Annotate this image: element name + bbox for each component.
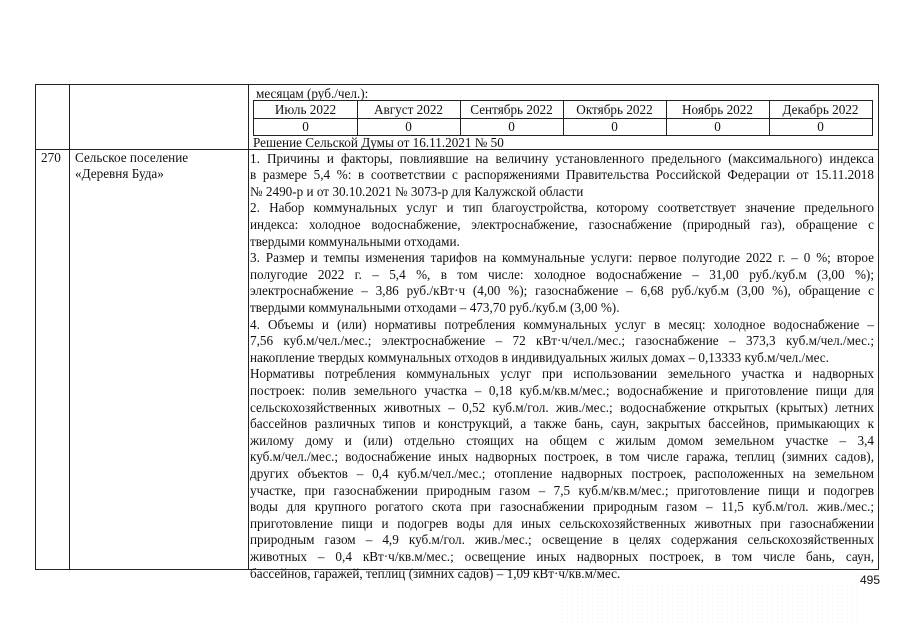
description-line: № 2490-р и от 30.10.2021 № 3073-р для Калужской области [250, 183, 584, 199]
description-line: природным газом – 4,9 куб.м/гол. жив./мес.; освещение в целях содержания сельскохозяйственных [250, 532, 874, 548]
month-label: Август 2022 [373, 102, 444, 117]
description-line: бассейнов различных типов и конструкций, а также бань, саун, закрытых бассейнов, примыкающих к [250, 416, 874, 432]
months-table [253, 100, 873, 136]
description-line: 7,56 куб.м/чел./мес.; электроснабжение – 72 кВт·ч/чел./мес.; газоснабжение – 373,3 куб.м/чел./мес.; [250, 333, 874, 349]
month-value: 0 [817, 119, 824, 134]
month-value: 0 [611, 119, 618, 134]
description-line: 4. Объемы и (или) нормативы потребления коммунальных услуг в месяц: холодное водоснабжение – [250, 316, 874, 332]
description-line: других объектов – 0,4 куб.м/чел./мес.; отопление надворных построек, расположенных на земельном [250, 465, 874, 481]
description-line: воды для крупного рогатого скота при газоснабжении природным газом – 11,5 куб.м/гол. жив./мес.; [250, 499, 874, 515]
description-line: приготовление пищи и подогрев воды для иных сельскохозяйственных животных при газоснабжении [250, 515, 874, 531]
column-divider [69, 85, 70, 569]
description-line: электроснабжение – 3,86 руб./кВт·ч (4,00 %); газоснабжение – 6,68 руб./куб.м (3,00 %), обращение с [250, 283, 874, 299]
description-line: накопление твердых коммунальных отходов в индивидуальных жилых домах – 0,13333 куб.м/чел./мес. [250, 349, 829, 365]
description-line: построек: полив земельного участка – 0,18 куб.м/кв.м/мес.; водоснабжение и приготовление пищи для [250, 382, 874, 398]
settlement-name-line: Сельское поселение [75, 150, 189, 165]
month-label: Сентябрь 2022 [470, 102, 553, 117]
settlement-name-line: «Деревня Буда» [75, 166, 164, 181]
description-line: индекса: холодное водоснабжение, электроснабжение, газоснабжение (природный газ), обращение с [250, 216, 874, 232]
column-divider [248, 85, 249, 569]
months-header: месяцам (руб./чел.): [256, 86, 369, 101]
description-line: 2. Набор коммунальных услуг и тип благоустройства, которому соответствует значение предельного [250, 200, 874, 216]
description-line: жилому дому и (или) отдельно стоящих на общем с жилым домом земельном участке – 3,4 [250, 432, 874, 448]
month-value: 0 [508, 119, 515, 134]
description-line: 3. Размер и темпы изменения тарифов на коммунальные услуги: первое полугодие 2022 г. – 0 %; второе [250, 250, 874, 266]
description-line: твердыми коммунальными отходами. [250, 233, 460, 249]
decision-reference: Решение Сельской Думы от 16.11.2021 № 50 [253, 135, 504, 150]
month-label: Ноябрь 2022 [682, 102, 753, 117]
month-label: Июль 2022 [274, 102, 337, 117]
month-value: 0 [405, 119, 412, 134]
description-line: Нормативы потребления коммунальных услуг при использовании земельного участка и надворных [250, 366, 874, 382]
description-line: животных – 0,4 кВт·ч/кв.м/мес.; освещение иных надворных построек, в том числе бань, саун, [250, 548, 874, 564]
description-line: участке, при газоснабжении природным газом – 7,5 куб.м/кв.м/мес.; приготовление пищи и подогрев [250, 482, 874, 498]
description-line: в размере 5,4 %: в соответствии с распоряжениями Правительства Российской Федерации от 15.11.2018 [250, 167, 874, 183]
month-label: Декабрь 2022 [782, 102, 859, 117]
description-line: полугодие 2022 г. – 5,4 %, в том числе: холодное водоснабжение – 31,00 руб./куб.м (3,00 %); [250, 266, 874, 282]
month-value: 0 [302, 119, 309, 134]
description-line: куб.м/чел./мес.; водоснабжение иных надворных построек, в том числе гаража, теплиц (зимних садов), [250, 449, 874, 465]
description-line: твердыми коммунальными отходами – 473,70 руб./куб.м (3,00 %). [250, 299, 620, 315]
page-number: 495 [860, 573, 881, 587]
row-number: 270 [41, 150, 61, 165]
scan-noise [560, 584, 860, 624]
description-line: сельскохозяйственных животных – 0,52 куб.м/гол. жив./мес.; водоснабжение открытых (крытых) летних [250, 399, 874, 415]
month-value: 0 [714, 119, 721, 134]
description-line: бассейнов, гаражей, теплиц (зимних садов) – 1,09 кВт·ч/кв.м/мес. [250, 565, 621, 581]
month-label: Октябрь 2022 [576, 102, 653, 117]
description-line: 1. Причины и факторы, повлиявшие на величину установленного предельного (максимального) индекса [250, 150, 874, 166]
